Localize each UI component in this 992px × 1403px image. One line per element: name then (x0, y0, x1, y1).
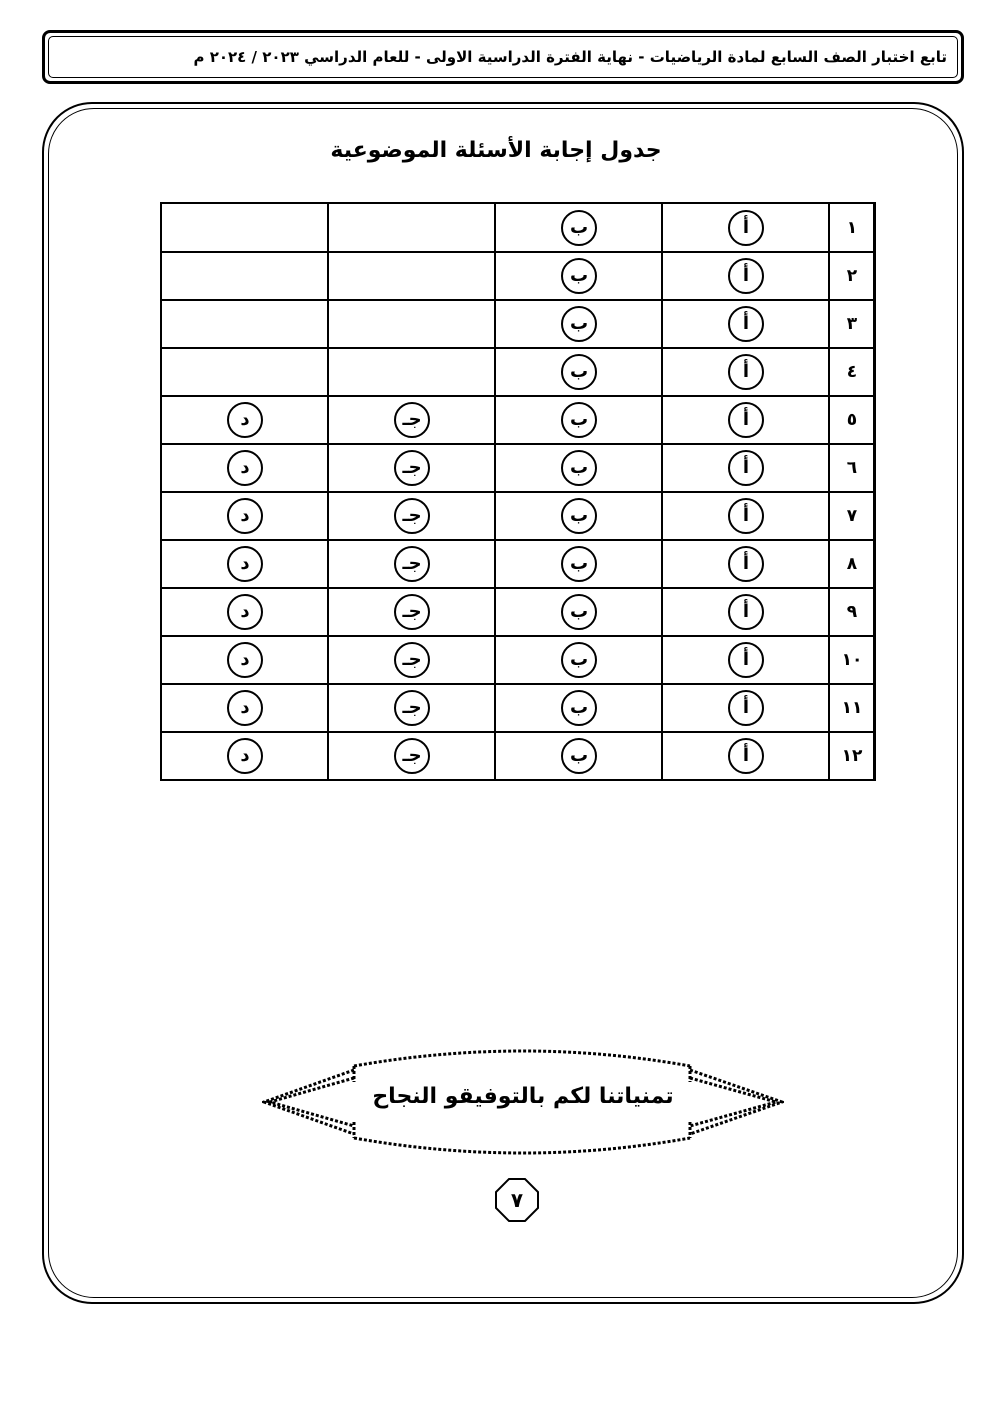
answer-row (161, 540, 875, 588)
option-circle[interactable]: أ (728, 450, 764, 486)
option-cell[interactable] (496, 348, 663, 396)
option-circle[interactable]: أ (728, 306, 764, 342)
option-circle[interactable]: أ (728, 354, 764, 390)
question-number: ٣ (830, 300, 876, 348)
option-circle[interactable]: ب (561, 450, 597, 486)
option-cell[interactable] (663, 540, 830, 588)
answer-row (161, 636, 875, 684)
option-circle[interactable]: جـ (394, 690, 430, 726)
option-cell[interactable] (663, 684, 830, 732)
question-number: ١ (830, 203, 876, 252)
answer-table (160, 202, 876, 781)
answer-row (161, 492, 875, 540)
option-cell[interactable] (496, 588, 663, 636)
option-cell[interactable] (663, 636, 830, 684)
option-circle[interactable]: د (227, 402, 263, 438)
option-cell[interactable] (663, 252, 830, 300)
option-cell[interactable] (329, 396, 496, 444)
option-cell[interactable] (161, 588, 329, 636)
option-cell (161, 252, 329, 300)
option-cell[interactable] (161, 636, 329, 684)
answer-table-body (161, 203, 875, 780)
option-cell[interactable] (329, 492, 496, 540)
option-circle[interactable]: جـ (394, 450, 430, 486)
option-cell[interactable] (329, 588, 496, 636)
option-cell[interactable] (496, 300, 663, 348)
option-circle[interactable]: أ (728, 690, 764, 726)
option-cell[interactable] (496, 396, 663, 444)
option-circle[interactable]: د (227, 594, 263, 630)
option-cell (161, 300, 329, 348)
answer-row (161, 396, 875, 444)
option-cell[interactable] (329, 540, 496, 588)
question-number: ٢ (830, 252, 876, 300)
option-circle[interactable]: ب (561, 354, 597, 390)
option-cell[interactable] (329, 732, 496, 781)
option-circle[interactable]: جـ (394, 594, 430, 630)
question-number: ١٢ (830, 732, 876, 781)
option-cell[interactable] (663, 300, 830, 348)
header-inner-frame (48, 36, 958, 78)
question-number: ٥ (830, 396, 876, 444)
option-circle[interactable]: أ (728, 258, 764, 294)
option-cell[interactable] (496, 492, 663, 540)
option-cell[interactable] (663, 588, 830, 636)
option-circle[interactable]: أ (728, 546, 764, 582)
option-circle[interactable]: أ (728, 642, 764, 678)
option-circle[interactable]: ب (561, 258, 597, 294)
option-cell[interactable] (496, 252, 663, 300)
option-circle[interactable]: ب (561, 402, 597, 438)
option-cell[interactable] (329, 444, 496, 492)
option-cell[interactable] (663, 348, 830, 396)
option-circle[interactable]: ب (561, 738, 597, 774)
option-cell[interactable] (161, 684, 329, 732)
answer-row (161, 444, 875, 492)
option-cell (161, 348, 329, 396)
option-cell (329, 203, 496, 252)
option-circle[interactable]: ب (561, 498, 597, 534)
question-number: ٩ (830, 588, 876, 636)
option-circle[interactable]: أ (728, 738, 764, 774)
option-circle[interactable]: ب (561, 306, 597, 342)
question-number: ٨ (830, 540, 876, 588)
option-circle[interactable]: د (227, 690, 263, 726)
question-number: ٦ (830, 444, 876, 492)
option-circle[interactable]: د (227, 450, 263, 486)
option-circle[interactable]: ب (561, 642, 597, 678)
option-cell[interactable] (496, 636, 663, 684)
option-circle[interactable]: جـ (394, 642, 430, 678)
answer-row (161, 588, 875, 636)
option-cell[interactable] (496, 444, 663, 492)
answer-row (161, 684, 875, 732)
option-cell[interactable] (663, 492, 830, 540)
page-number: ٧ (510, 1188, 524, 1212)
option-cell[interactable] (161, 396, 329, 444)
question-number: ١١ (830, 684, 876, 732)
question-number: ١٠ (830, 636, 876, 684)
option-cell (329, 252, 496, 300)
option-circle[interactable]: ب (561, 210, 597, 246)
answer-table-title: جدول إجابة الأسئلة الموضوعية (330, 138, 662, 163)
header-title: تابع اختبار الصف السابع لمادة الرياضيات - نهاية الفترة الدراسية الاولى - للعام الدراسي ٢٠٢٣ / ٢٠٢٤ م (193, 48, 947, 66)
option-cell[interactable] (663, 732, 830, 781)
option-cell[interactable] (161, 444, 329, 492)
option-circle[interactable]: أ (728, 210, 764, 246)
option-cell (329, 300, 496, 348)
banner-text: تمنياتنا لكم بالتوفيقو النجاح (372, 1084, 674, 1109)
option-cell (161, 203, 329, 252)
option-circle[interactable]: د (227, 738, 263, 774)
option-circle[interactable]: د (227, 498, 263, 534)
option-circle[interactable]: جـ (394, 546, 430, 582)
option-circle[interactable]: د (227, 642, 263, 678)
option-circle[interactable]: أ (728, 498, 764, 534)
option-cell[interactable] (496, 732, 663, 781)
option-cell[interactable] (663, 396, 830, 444)
option-circle[interactable]: ب (561, 594, 597, 630)
answer-row (161, 348, 875, 396)
option-circle[interactable]: د (227, 546, 263, 582)
option-circle[interactable]: جـ (394, 402, 430, 438)
option-cell[interactable] (496, 540, 663, 588)
option-circle[interactable]: ب (561, 546, 597, 582)
option-cell[interactable] (663, 444, 830, 492)
option-cell[interactable] (496, 203, 663, 252)
option-cell (329, 348, 496, 396)
page-number-badge (493, 1176, 541, 1224)
question-number: ٧ (830, 492, 876, 540)
option-cell[interactable] (329, 684, 496, 732)
option-circle[interactable]: ب (561, 690, 597, 726)
header-frame (42, 30, 964, 84)
answer-row (161, 300, 875, 348)
option-circle[interactable]: أ (728, 402, 764, 438)
option-cell[interactable] (161, 732, 329, 781)
answer-row (161, 203, 875, 252)
answer-row (161, 732, 875, 781)
option-cell[interactable] (161, 492, 329, 540)
answer-row (161, 252, 875, 300)
good-luck-banner (262, 1046, 784, 1158)
option-circle[interactable]: جـ (394, 498, 430, 534)
option-cell[interactable] (329, 636, 496, 684)
option-cell[interactable] (161, 540, 329, 588)
option-cell[interactable] (496, 684, 663, 732)
question-number: ٤ (830, 348, 876, 396)
option-circle[interactable]: أ (728, 594, 764, 630)
option-cell[interactable] (663, 203, 830, 252)
option-circle[interactable]: جـ (394, 738, 430, 774)
